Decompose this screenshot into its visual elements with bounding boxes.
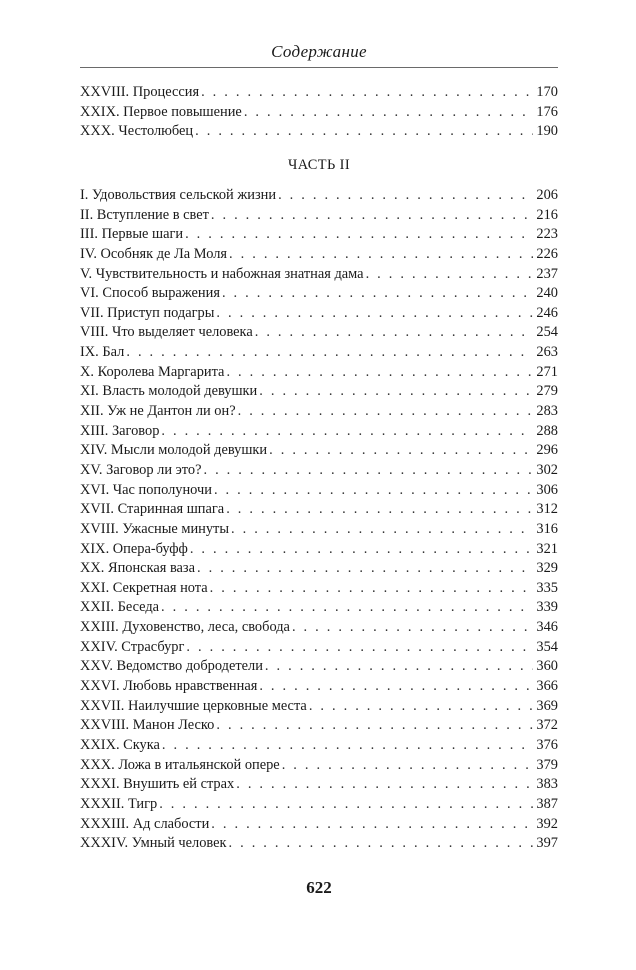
toc-entry bbox=[80, 441, 558, 461]
toc-entry-page: 246 bbox=[536, 304, 558, 321]
toc-entry-page: 360 bbox=[536, 658, 558, 675]
leader-dots bbox=[159, 795, 533, 815]
toc-entry bbox=[80, 461, 558, 481]
toc-entry-page: 223 bbox=[536, 226, 558, 243]
leader-dots bbox=[259, 677, 533, 697]
leader-dots bbox=[203, 461, 533, 481]
leader-dots bbox=[216, 304, 533, 324]
leader-dots bbox=[229, 245, 533, 265]
leader-dots bbox=[265, 657, 533, 677]
leader-dots bbox=[229, 834, 534, 854]
toc-entry bbox=[80, 83, 558, 103]
toc-entry-title: XVII. Старинная шпага bbox=[80, 501, 225, 518]
toc-entry-page: 383 bbox=[536, 776, 558, 793]
toc-entry bbox=[80, 736, 558, 756]
leader-dots bbox=[222, 284, 533, 304]
toc-entry bbox=[80, 716, 558, 736]
leader-dots bbox=[126, 343, 533, 363]
toc-entry bbox=[80, 402, 558, 422]
toc-entry bbox=[80, 618, 558, 638]
toc-entry-page: 288 bbox=[536, 422, 558, 439]
toc-entry bbox=[80, 559, 558, 579]
leader-dots bbox=[292, 618, 533, 638]
toc-entry-title: X. Королева Маргарита bbox=[80, 363, 225, 380]
leader-dots bbox=[185, 225, 533, 245]
toc-entry bbox=[80, 225, 558, 245]
toc-entry-title: VIII. Что выделяет человека bbox=[80, 324, 253, 341]
toc-entry-title: XXXII. Тигр bbox=[80, 795, 158, 812]
toc-entry-page: 346 bbox=[536, 619, 558, 636]
toc-entry-title: I. Удовольствия сельской жизни bbox=[80, 187, 277, 203]
leader-dots bbox=[269, 441, 533, 461]
leader-dots bbox=[282, 756, 534, 776]
toc-entry bbox=[80, 598, 558, 618]
toc-entry bbox=[80, 657, 558, 677]
toc-entry-page: 379 bbox=[536, 756, 558, 773]
toc-entry-title: XXXIV. Умный человек bbox=[80, 835, 227, 852]
leader-dots bbox=[259, 382, 533, 402]
toc-entry bbox=[80, 697, 558, 717]
toc-entry-page: 366 bbox=[536, 678, 558, 695]
toc-entry bbox=[80, 481, 558, 501]
toc-entry bbox=[80, 382, 558, 402]
part-heading: ЧАСТЬ II bbox=[287, 157, 351, 173]
leader-dots bbox=[210, 579, 534, 599]
toc-entry bbox=[80, 206, 558, 226]
toc-entry bbox=[80, 245, 558, 265]
toc-entry-title: XXII. Беседа bbox=[80, 599, 160, 616]
toc-entry-page: 321 bbox=[536, 540, 558, 557]
leader-dots bbox=[366, 265, 534, 285]
toc-entry bbox=[80, 343, 558, 363]
leader-dots bbox=[161, 422, 533, 442]
toc-list-part2 bbox=[80, 186, 558, 854]
toc-entry-page: 397 bbox=[536, 835, 558, 852]
toc-entry bbox=[80, 304, 558, 324]
toc-entry-page: 283 bbox=[536, 403, 558, 420]
leader-dots bbox=[211, 815, 533, 835]
toc-entry-title: XXIX. Скука bbox=[80, 736, 160, 753]
leader-dots bbox=[211, 206, 534, 226]
toc-entry-title: VII. Приступ подагры bbox=[80, 304, 215, 321]
leader-dots bbox=[244, 103, 534, 123]
toc-entry-title: IX. Бал bbox=[80, 344, 125, 361]
toc-entry-page: 206 bbox=[536, 187, 558, 203]
toc-entry-title: XXIX. Первое повышение bbox=[80, 103, 242, 120]
toc-entry-title: XXXI. Внушить ей страх bbox=[80, 776, 235, 793]
toc-entry-title: XVI. Час пополуночи bbox=[80, 481, 212, 498]
toc-entry-page: 296 bbox=[536, 442, 558, 459]
toc-entry-title: XXVIII. Манон Леско bbox=[80, 717, 215, 734]
leader-dots bbox=[186, 638, 533, 658]
toc-entry-title: XI. Власть молодой девушки bbox=[80, 383, 258, 400]
toc-entry bbox=[80, 795, 558, 815]
page-number: 622 bbox=[306, 878, 332, 897]
leader-dots bbox=[238, 402, 534, 422]
leader-dots bbox=[255, 323, 534, 343]
leader-dots bbox=[201, 83, 533, 103]
toc-entry bbox=[80, 638, 558, 658]
toc-entry bbox=[80, 520, 558, 540]
leader-dots bbox=[197, 559, 533, 579]
toc-entry-page: 237 bbox=[536, 265, 558, 282]
toc-entry-title: XIV. Мысли молодой девушки bbox=[80, 442, 268, 459]
toc-entry-page: 176 bbox=[536, 103, 558, 120]
toc-entry bbox=[80, 284, 558, 304]
toc-entry bbox=[80, 265, 558, 285]
toc-entry-title: XX. Японская ваза bbox=[80, 560, 196, 577]
toc-entry-title: V. Чувствительность и набожная знатная дама bbox=[80, 265, 364, 282]
toc-entry-page: 354 bbox=[536, 638, 558, 655]
toc-entry-page: 329 bbox=[536, 560, 558, 577]
toc-entry bbox=[80, 422, 558, 442]
toc-entry-page: 279 bbox=[536, 383, 558, 400]
toc-entry bbox=[80, 579, 558, 599]
toc-entry-title: XII. Уж не Дантон ли он? bbox=[80, 403, 236, 420]
toc-entry-title: XXXIII. Ад слабости bbox=[80, 815, 210, 832]
toc-entry-page: 387 bbox=[536, 795, 558, 812]
leader-dots bbox=[309, 697, 534, 717]
toc-entry-page: 339 bbox=[536, 599, 558, 616]
toc-entry-title: III. Первые шаги bbox=[80, 226, 184, 243]
leader-dots bbox=[190, 540, 534, 560]
toc-entry-title: II. Вступление в свет bbox=[80, 206, 209, 223]
header-title: Содержание bbox=[271, 42, 367, 61]
toc-entry bbox=[80, 323, 558, 343]
toc-entry-page: 216 bbox=[536, 206, 558, 223]
running-header bbox=[80, 40, 558, 68]
leader-dots bbox=[161, 598, 533, 618]
toc-entry bbox=[80, 186, 558, 206]
toc-entry-title: XXX. Ложа в итальянской опере bbox=[80, 756, 280, 773]
leader-dots bbox=[195, 122, 533, 142]
toc-entry-title: XXI. Секретная нота bbox=[80, 579, 208, 596]
toc-entry-title: XXVI. Любовь нравственная bbox=[80, 678, 258, 695]
toc-entry-title: XXVII. Наилучшие церковные места bbox=[80, 697, 307, 714]
toc-entry-page: 376 bbox=[536, 736, 558, 753]
toc-list-part1 bbox=[80, 83, 558, 142]
leader-dots bbox=[236, 775, 533, 795]
toc-entry-title: XXIV. Страсбург bbox=[80, 638, 185, 655]
toc-entry-page: 312 bbox=[536, 501, 558, 518]
toc-entry-title: XIX. Опера-буфф bbox=[80, 540, 188, 557]
toc-entry bbox=[80, 815, 558, 835]
toc-entry-title: XXV. Ведомство добродетели bbox=[80, 658, 263, 675]
toc-entry bbox=[80, 677, 558, 697]
leader-dots bbox=[216, 716, 533, 736]
toc-entry-page: 335 bbox=[536, 579, 558, 596]
toc-entry bbox=[80, 500, 558, 520]
toc-entry-page: 372 bbox=[536, 717, 558, 734]
leader-dots bbox=[162, 736, 533, 756]
leader-dots bbox=[278, 186, 533, 206]
toc-entry bbox=[80, 122, 558, 142]
toc-entry-title: XIII. Заговор bbox=[80, 422, 160, 439]
toc-entry bbox=[80, 103, 558, 123]
toc-entry bbox=[80, 756, 558, 776]
toc-entry-page: 302 bbox=[536, 461, 558, 478]
toc-entry-page: 263 bbox=[536, 344, 558, 361]
toc-entry-page: 271 bbox=[536, 363, 558, 380]
toc-entry-title: IV. Особняк де Ла Моля bbox=[80, 245, 228, 262]
toc-entry-page: 306 bbox=[536, 481, 558, 498]
toc-entry-title: XVIII. Ужасные минуты bbox=[80, 520, 230, 537]
toc-entry-page: 392 bbox=[536, 815, 558, 832]
toc-entry-title: XV. Заговор ли это? bbox=[80, 461, 202, 478]
toc-entry-page: 254 bbox=[536, 324, 558, 341]
toc-entry-page: 190 bbox=[536, 123, 558, 140]
toc-entry-title: XXX. Честолюбец bbox=[80, 123, 194, 140]
leader-dots bbox=[231, 520, 533, 540]
toc-entry bbox=[80, 540, 558, 560]
toc-entry-title: XXVIII. Процессия bbox=[80, 84, 200, 100]
leader-dots bbox=[226, 500, 533, 520]
toc-entry-page: 170 bbox=[536, 84, 558, 100]
toc-entry-page: 226 bbox=[536, 245, 558, 262]
toc-entry bbox=[80, 834, 558, 854]
toc-entry-page: 316 bbox=[536, 520, 558, 537]
leader-dots bbox=[214, 481, 533, 501]
toc-entry-page: 369 bbox=[536, 697, 558, 714]
toc-entry bbox=[80, 775, 558, 795]
toc-entry-title: VI. Способ выражения bbox=[80, 285, 220, 302]
toc-entry-title: XXIII. Духовенство, леса, свобода bbox=[80, 619, 290, 636]
leader-dots bbox=[226, 363, 533, 383]
toc-entry bbox=[80, 363, 558, 383]
toc-entry-page: 240 bbox=[536, 285, 558, 302]
